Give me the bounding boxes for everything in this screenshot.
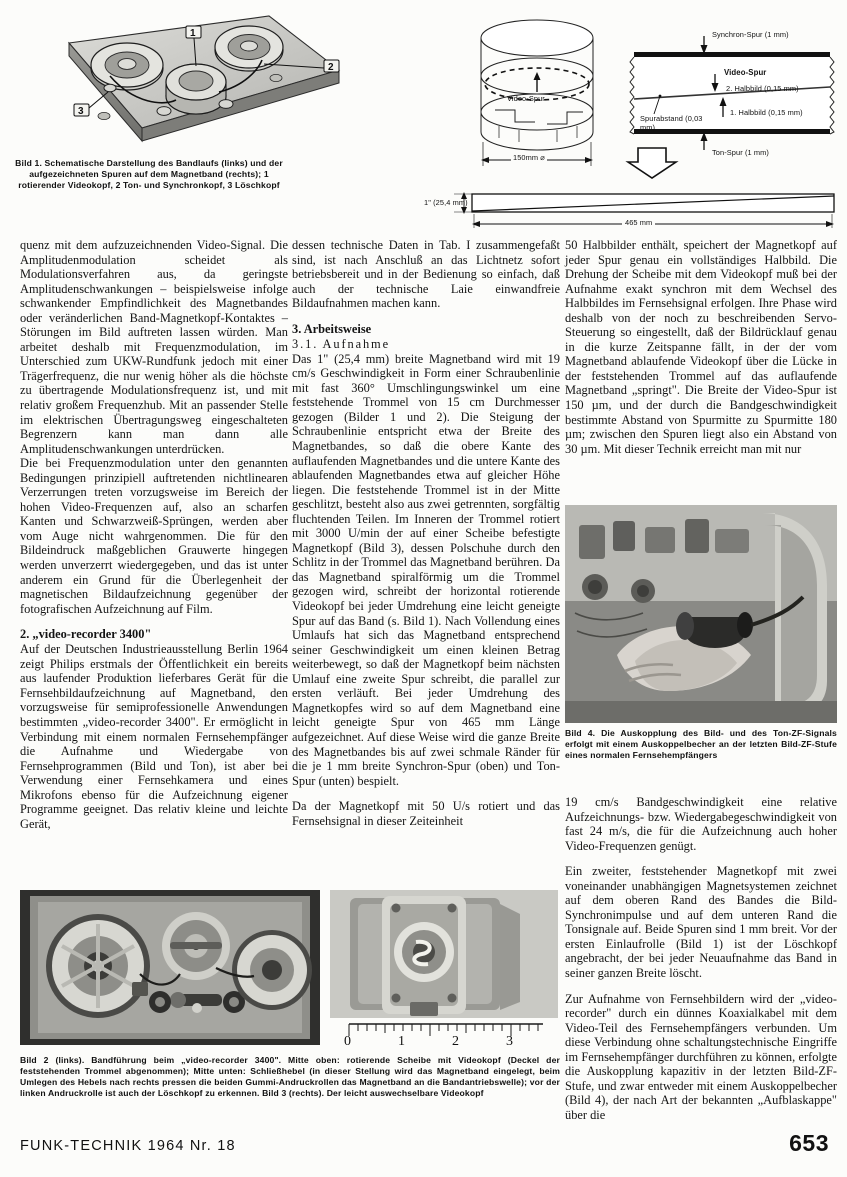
paragraph: 50 Halbbilder enthält, speichert der Magnetkopf auf jeder Spur genau ein vollständiges Halbbild. Die Drehung der Scheibe mit dem Videokopf muß bei der Aufnahme exakt synchron mit dem Wechsel des Halbbildes im Fernsehsignal erfolgen. Ihre Phase wird deshalb von der noch zu beschreibenden Servo-Steuerung so eingestellt, daß der Bildrücklauf genau in die kurze Zeitspanne fällt, in der der vom Magnetband ablaufende Videokopf über die Lücke in der feststehenden Trommel auf das auflaufende Magnetband „springt". Die Breite der Video-Spur ist 150 µm, und der durch die Bandgeschwindigkeit bestimmte Abstand von Spurmitte zu Spurmitte 180 µm; zwischen den Spuren liegt also ein Abstand von 30 µm. Mit dieser Technik erreicht man mit nur xyxy=(565,238,837,456)
ruler-tick-2: 2 xyxy=(452,1034,460,1049)
svg-text:2: 2 xyxy=(328,62,334,73)
tape-strip-diagram xyxy=(424,186,844,232)
ruler-scale xyxy=(345,1022,550,1052)
paragraph: quenz mit dem aufzuzeichnenden Video-Signal. Die Amplitudenmodulation scheidet als Modulationsverfahren aus, da geringste Amplitudenschwankungen – beispielsweise infolge schwankender Empfindlichkeit des Magnetbandes oder veränderlichen Band-Magnetkopf-Kontaktes – Störungen im Bild auftreten lassen würden. Man arbeitet deshalb mit Frequenzmodulation, im Unterschied zum UKW-Rundfunk jedoch mit einer Trägerfrequenz, die nur wenig höher als die höchste zu übertragende Modulationsfrequenz ist, und mit relativ großem Frequenzhub. Mit an passender Stelle im elektrischen Übertragungsweg eingeschalteten Begrenzern kann man dann alle Amplitudenschwankungen unterdrücken. xyxy=(20,238,288,456)
track-halbbild2-label: 2. Halbbild (0,15 mm) xyxy=(726,84,799,93)
tape-width-label: 1" (25,4 mm) xyxy=(424,198,468,207)
ruler-tick-3: 3 xyxy=(506,1034,514,1049)
bild3-photo xyxy=(330,890,558,1018)
ruler-tick-1: 1 xyxy=(398,1034,406,1049)
bild1-illustration xyxy=(14,8,344,158)
bild2-bild3-caption: Bild 2 (links). Bandführung beim „video-recorder 3400". Mitte oben: rotierende Scheibe mit Videokopf (Deckel der feststehenden Trommel abgenommen); Mitte unten: Schließhebel (in dieser Stellung wird das Magnetband eingelegt, beim Umlegen des Hebels nach rechts pressen die beiden Gummi-Andruckrollen das Magnetband an die Bandantriebswelle); vor der linken Andruckrolle ist auch der Löschkopf zu erkennen. Bild 3 (rechts). Der leicht auswechselbare Videokopf xyxy=(20,1055,560,1099)
paragraph: 19 cm/s Bandgeschwindigkeit eine relative Aufzeichnungs- bzw. Wiedergabegeschwindigkeit von fast 24 m/s, die für die Aufzeichnung auch hoher Video-Frequenzen genügt. xyxy=(565,795,837,853)
tape-length-label: 465 mm xyxy=(622,218,655,227)
journal-footer: FUNK-TECHNIK 1964 Nr. 18 xyxy=(20,1138,236,1154)
text-column-3-continued xyxy=(565,795,837,1122)
bild4-caption: Bild 4. Die Auskopplung des Bild- und des Ton-ZF-Signals erfolgt mit einem Auskoppelbecher an der letzten Bild-ZF-Stufe eines normalen Fernsehempfängers xyxy=(565,728,837,761)
paragraph: Zur Aufnahme von Fernsehbildern wird der „video-recorder" durch ein dünnes Koaxialkabel mit dem Video-Teil des Fernsehempfängers verbunden. Um diese Verbindung ohne schaltungstechnische Eingriffe im Fernsehempfänger durchführen zu können, erfolgte die Auskopplung kapazitiv in der letzten Bild-ZF-Stufe, und zwar entweder mit einem Auskoppelbecher (Bild 4), der nach Art der bekannten „Aufblaskappe" über die xyxy=(565,991,837,1122)
bild4-photo xyxy=(565,505,837,723)
bild2-photo xyxy=(20,890,320,1045)
paragraph: Ein zweiter, feststehender Magnetkopf mit zwei voneinander unabhängigen Magnetsystemen zeichnet auf dem oberen Rand des Bandes die Bild-Synchronimpulse und auf dem unteren Rand die Tonsignale auf. Beide Spuren sind 1 mm breit. Vor der ersten Einlaufrolle (Bild 1) ist der Löschkopf angebracht, der bei jeder Neuaufnahme das Band in seiner ganzen Breite löscht. xyxy=(565,864,837,981)
paragraph: Auf der Deutschen Industrieausstellung Berlin 1964 zeigt Philips erstmals der Öffentlichkeit ein bereits aus laufender Produktion lieferbares Gerät für die Fernsehbildaufzeichnung auf Magnetband, den vorzugsweise für semiprofessionelle Anwendungen bestimmten „video-recorder 3400". Er ermöglicht in Verbindung mit einem normalen Fernsehempfänger die Aufnahme und Wiedergabe von Fernsehprogrammen (Bild und Ton), ist aber bei Verwendung einer Fernsehkamera und eines Mikrofons ebenso für die Aufzeichnung eigener Programme geeignet. Das relativ kleine und leichte Gerät, xyxy=(20,642,288,831)
drum-illustration xyxy=(455,14,620,194)
section-heading-2: 2. „video-recorder 3400" xyxy=(20,627,152,642)
paragraph: Das 1" (25,4 mm) breite Magnetband wird mit 19 cm/s Geschwindigkeit in Form einer Schraubenlinie mit fast 360° Umschlingungswinkel um eine feststehende Trommel von 15 cm Durchmesser gezogen (Bilder 1 und 2). Die Steigung der Schraubenlinie entspricht etwa der Breite des Magnetbandes, so daß die obere Kante des auflaufenden Magnetbandes und die untere Kante des ablaufenden Magnetbandes etwa auf gleicher Höhe liegen. Die feststehende Trommel ist in der Mitte geschlitzt, besteht also aus zwei getrennten, sorgfältig fluchtenden Teilen. Im Inneren der Trommel rotiert mit 3000 U/min der auf einer Scheibe befestigte Magnetkopf (Bild 3), dessen Polschuhe durch den Schlitz in der Trommel das Magnetband berühren. Da das Magnetband spiralförmig um die Trommel gezogen wird, schreibt der horizontal rotierende Videokopf bei jeder Umdrehung eine leicht geneigte Spur auf das Band (s. Bild 1). Nach Vollendung eines Umlaufs hat sich das Magnetband entsprechend seiner Geschwindigkeit um einen kleinen Betrag weiterbewegt, so daß der Magnetkopf beim nächsten Umlauf eine zweite Spur schreibt, die parallel zur ersten verläuft. Bei jeder Umdrehung des Magnetkopfes wird so auf dem Magnetband eine leicht geneigte Spur von 465 mm Länge aufgezeichnet. Auf diese Weise wird die ganze Breite des Magnetbandes bis auf zwei schmale Ränder für die je 1 mm breite Synchron-Spur (oben) und Ton-Spur (unten) bespielt. xyxy=(292,351,560,788)
paragraph: Die bei Frequenzmodulation unter den genannten Bedingungen prinzipiell auftretenden nichtlinearen Verzerrungen treten vorzugsweise im Bereich der hohen Video-Frequenzen auf, also an scharfen Kanten und Schwarzweiß-Sprüngen, werden aber vom Auge nicht wahrgenommen. Die für den Bildeindruck maßgeblichen Grauwerte hingegen werden unverzerrt wiedergegeben, und das ist unter anderem ein Grund für die Überlegenheit der magnetischen Bildaufzeichnung gegenüber der fotografischen Aufzeichnung auf Film. xyxy=(20,456,288,616)
text-column-3 xyxy=(565,238,837,456)
paragraph: Da der Magnetkopf mit 50 U/s rotiert und das Fernsehsignal in dieser Zeiteinheit xyxy=(292,799,560,828)
svg-text:1: 1 xyxy=(190,28,196,39)
bild1-caption: Bild 1. Schematische Darstellung des Bandlaufs (links) und der aufgezeichneten Spuren auf dem Magnetband (rechts); 1 rotierender Videokopf, 2 Ton- und Synchronkopf, 3 Löschkopf xyxy=(15,158,283,191)
track-video-spur-label: Video-Spur xyxy=(724,68,767,77)
track-spurabstand-label: Spurabstand (0,03 mm) xyxy=(640,114,703,132)
track-ton-label: Ton-Spur (1 mm) xyxy=(712,148,769,157)
text-column-1 xyxy=(20,238,288,831)
section-heading-3: 3. Arbeitsweise xyxy=(292,321,372,336)
ruler-tick-0: 0 xyxy=(344,1034,352,1049)
subsection-heading-31: 3.1. Aufnahme xyxy=(292,336,390,351)
track-diagram xyxy=(620,22,845,182)
text-column-2 xyxy=(292,238,560,828)
track-halbbild1-label: 1. Halbbild (0,15 mm) xyxy=(730,108,803,117)
paragraph: dessen technische Daten in Tab. I zusammengefaßt sind, ist nach Anschluß an das Lichtnetz sofort betriebsbereit und in der Bedienung so einfach, daß auch der technische Laie einwandfreie Bildaufnahmen machen kann. xyxy=(292,238,560,311)
svg-text:3: 3 xyxy=(78,106,84,117)
drum-diameter-label: 150mm ⌀ xyxy=(513,153,545,162)
track-synchron-label: Synchron-Spur (1 mm) xyxy=(712,30,789,39)
drum-video-spur-label: Video-Spur xyxy=(507,94,545,103)
page-number: 653 xyxy=(789,1130,829,1156)
